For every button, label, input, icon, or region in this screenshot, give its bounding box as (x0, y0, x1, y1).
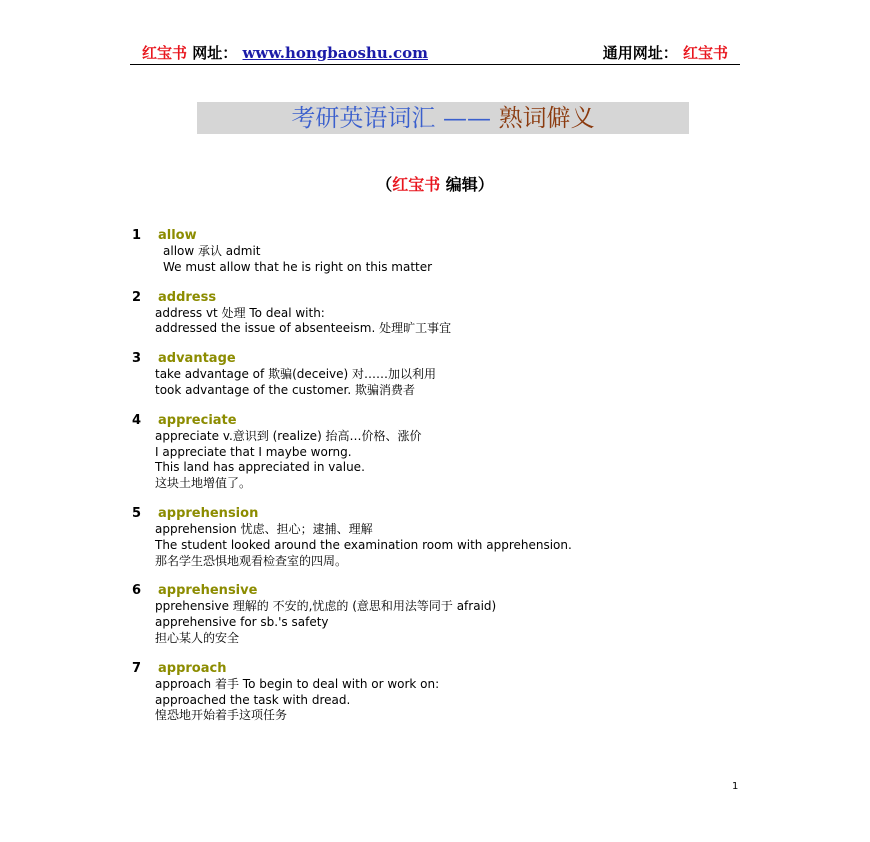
entry-line: 惶恐地开始着手这项任务 (155, 708, 288, 723)
entry-word: appreciate (158, 412, 237, 428)
header-general-brand: 红宝书 (682, 44, 728, 62)
entry-line: 这块土地增值了。 (155, 476, 252, 491)
page-number: 1 (732, 781, 739, 792)
entry-line: allow 承认 admit (163, 244, 261, 258)
entry-line: I appreciate that I maybe worng. (155, 444, 352, 459)
entry-number: 3 (132, 351, 142, 367)
entry-head (132, 413, 772, 429)
entry-head (132, 661, 772, 677)
list-item (132, 413, 772, 492)
entry-head (132, 351, 772, 367)
header-right (603, 42, 728, 63)
entry-line: pprehensive 理解的 不安的,忧虑的 (意思和用法等同于 afraid) (155, 599, 497, 614)
entry-line: approach 着手 To begin to deal with or work on: (155, 676, 440, 691)
entry-line: approached the task with dread. (155, 692, 351, 707)
entry-number: 5 (132, 505, 142, 521)
entry-word: apprehensive (158, 583, 258, 599)
entry-line: apprehensive for sb.'s safety (155, 615, 329, 630)
entry-word: allow (158, 228, 197, 243)
list-item (132, 290, 772, 338)
page-title (197, 102, 689, 134)
list-item (132, 661, 772, 724)
title-part-1: 考研英语词汇 —— (291, 104, 491, 132)
entry-line: The student looked around the examination room with apprehension. (155, 537, 572, 552)
list-item (132, 506, 772, 569)
list-item (132, 351, 772, 399)
entry-head (132, 228, 772, 244)
header-site-label: 网址： (192, 44, 238, 62)
entry-line: We must allow that he is right on this matter (163, 259, 433, 274)
entry-number: 2 (132, 289, 142, 305)
entry-line: 担心某人的安全 (155, 630, 240, 645)
entry-line: This land has appreciated in value. (155, 460, 365, 475)
list-item (132, 228, 772, 276)
subtitle-edit: 编辑） (440, 175, 494, 194)
entry-number: 7 (132, 660, 142, 676)
page-header (130, 40, 740, 65)
entry-line: took advantage of the customer. 欺骗消费者 (155, 382, 415, 397)
entry-line: address vt 处理 To deal with: (155, 305, 325, 320)
entry-head (132, 290, 772, 306)
entry-line: apprehension 忧虑、担心；逮捕、理解 (155, 521, 373, 536)
subtitle-open: （ (376, 175, 393, 194)
entry-list (132, 228, 772, 738)
entry-line: 那名学生恐惧地观看检查室的四周。 (155, 553, 348, 568)
entry-word: advantage (158, 351, 236, 367)
entry-line: addressed the issue of absenteeism. 处理旷工事宜 (155, 321, 452, 336)
entry-line: appreciate v.意识到 (realize) 抬高…价格、涨价 (155, 428, 422, 443)
entry-word: approach (158, 660, 227, 676)
subtitle (0, 172, 870, 195)
entry-number: 6 (132, 583, 142, 599)
entry-line: take advantage of 欺骗(deceive) 对……加以利用 (155, 367, 437, 382)
header-general-label: 通用网址： (602, 44, 678, 62)
entry-word: apprehension (158, 505, 259, 521)
header-left (142, 42, 428, 63)
title-part-2: 熟词僻义 (498, 104, 595, 132)
entry-head (132, 506, 772, 522)
header-url-link[interactable]: www.hongbaoshu.com (242, 44, 428, 62)
entry-number: 4 (132, 412, 142, 428)
entry-head (132, 583, 772, 599)
entry-word: address (158, 289, 217, 305)
subtitle-brand: 红宝书 (392, 175, 441, 194)
entry-number: 1 (132, 228, 142, 243)
list-item (132, 583, 772, 646)
header-brand: 红宝书 (142, 44, 188, 62)
